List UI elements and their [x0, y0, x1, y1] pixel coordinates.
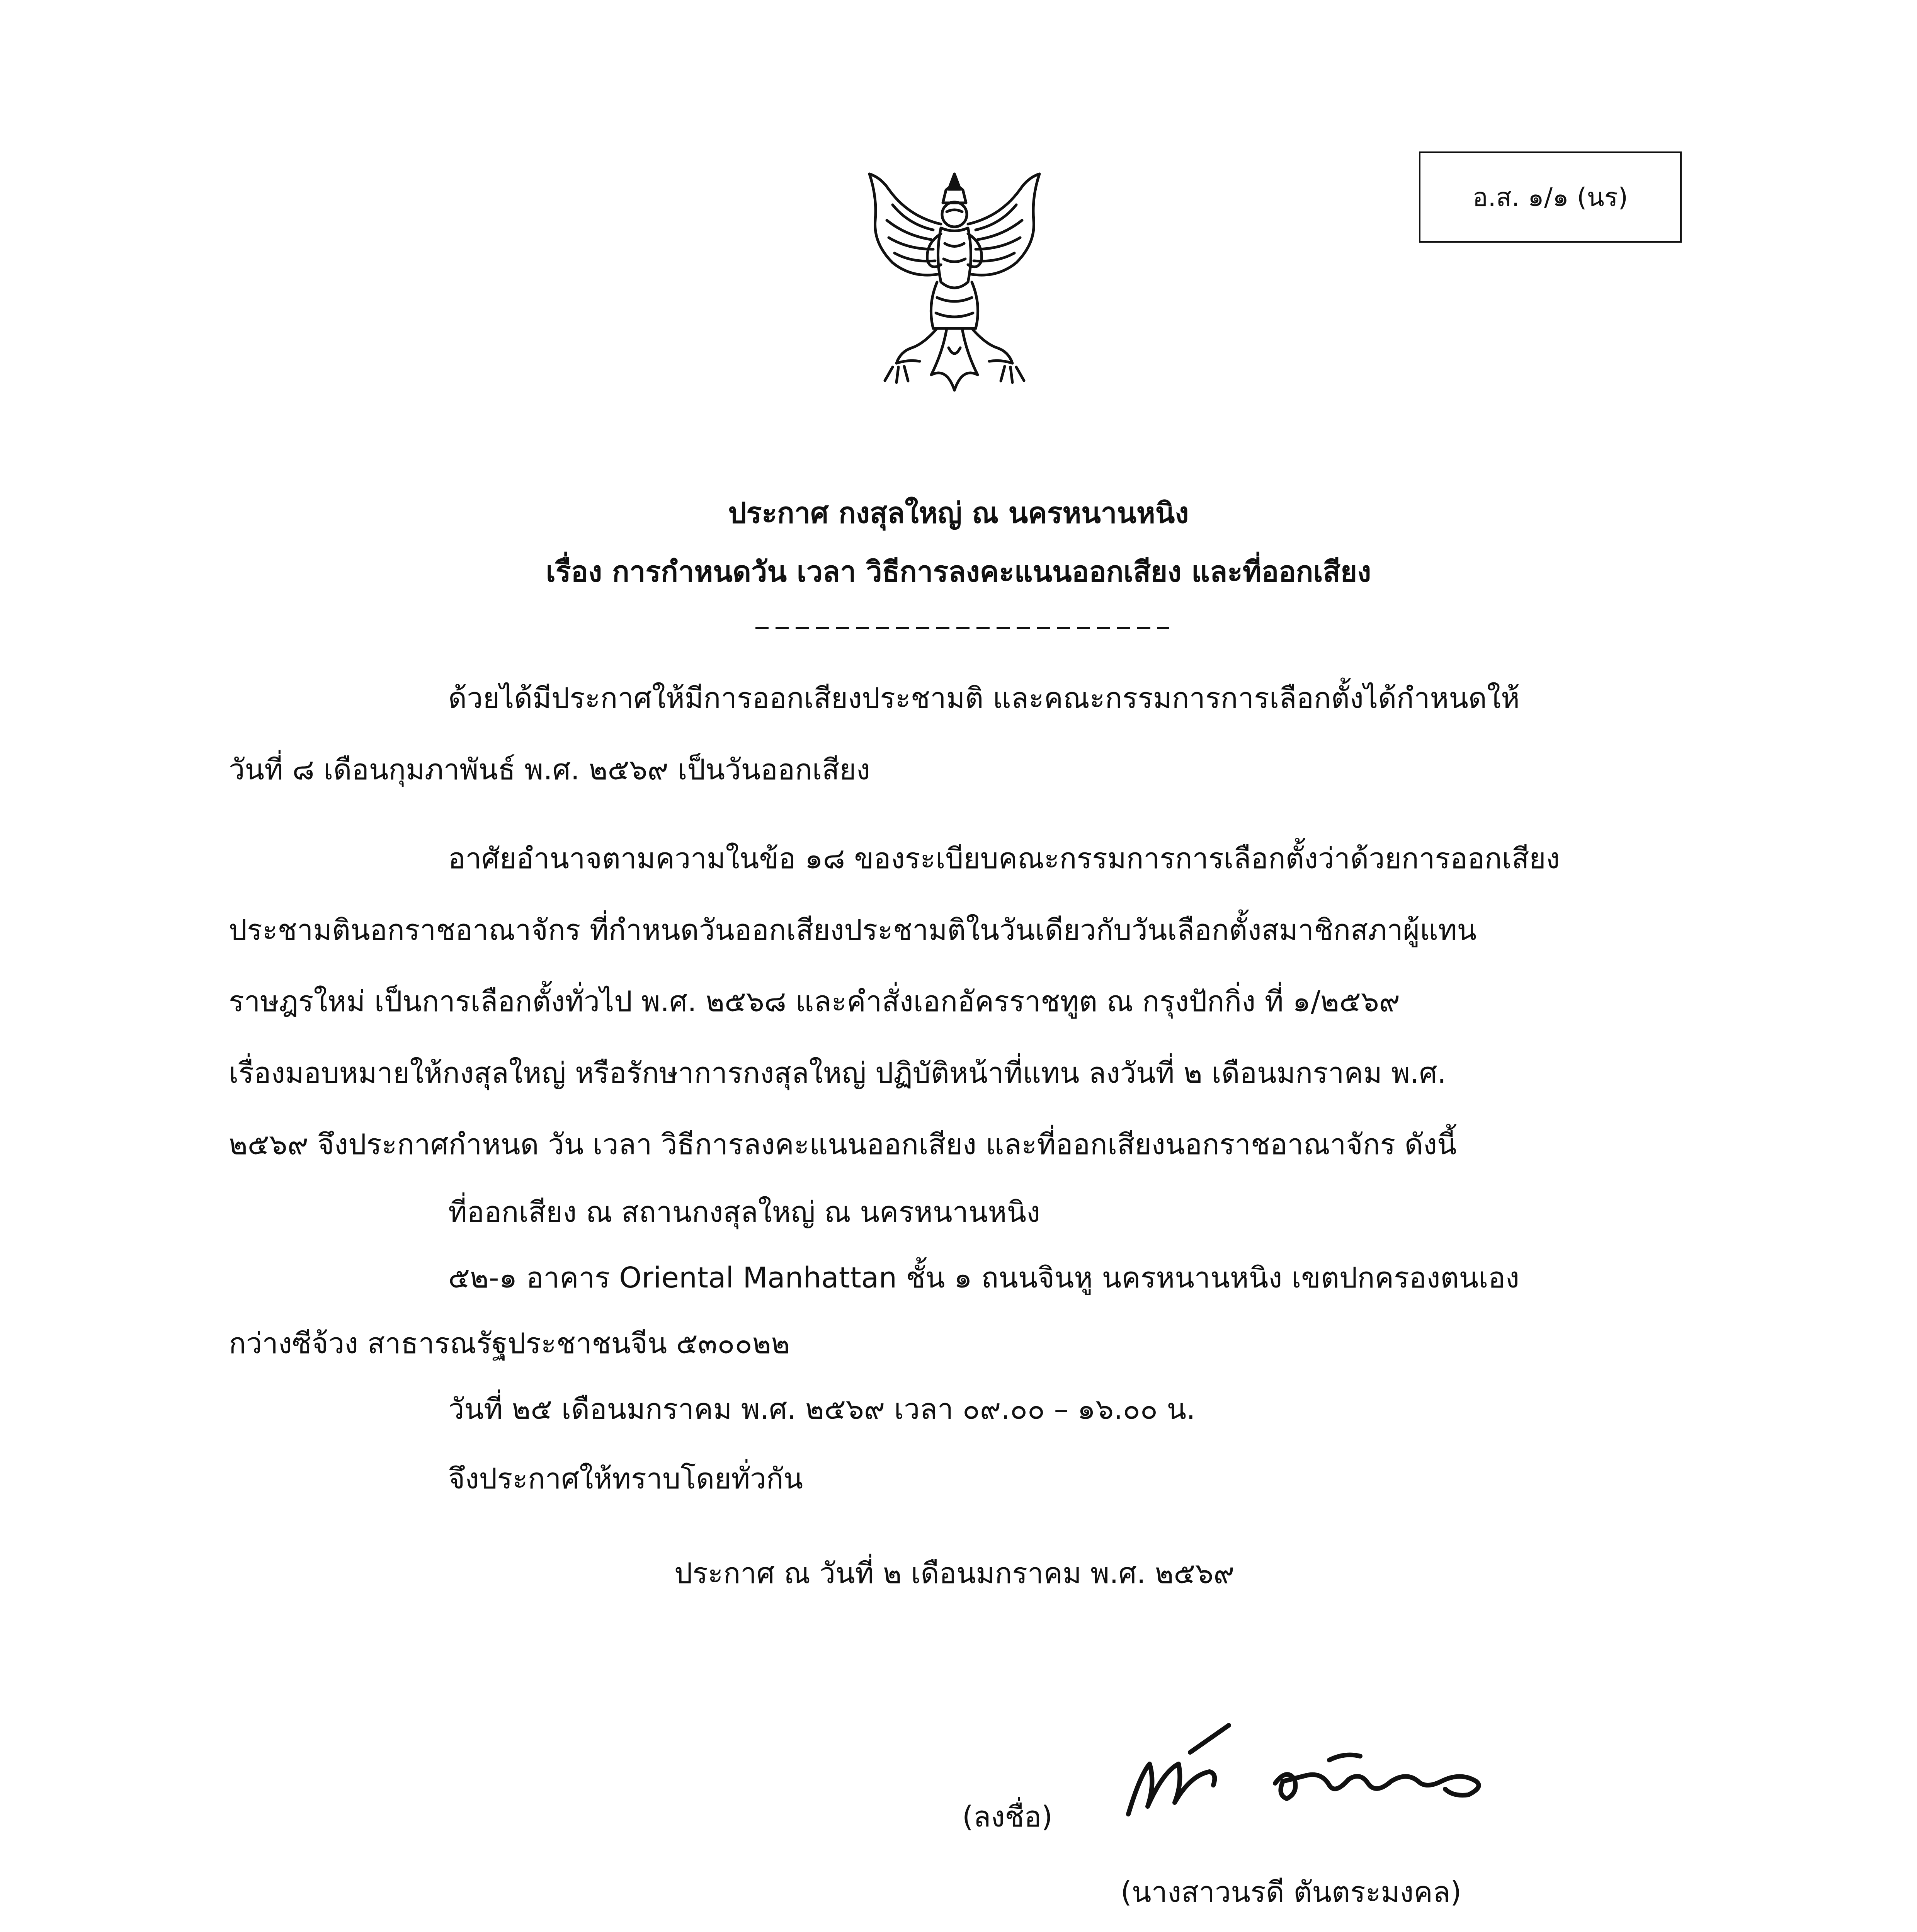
- announcement-date: ประกาศ ณ วันที่ ๒ เดือนมกราคม พ.ศ. ๒๕๖๙: [674, 1557, 1235, 1590]
- closing-statement: จึงประกาศให้ทราบโดยทั่วกัน: [448, 1462, 803, 1495]
- announcement-title: ประกาศ กงสุลใหญ่ ณ นครหนานหนิง: [728, 497, 1189, 530]
- paragraph-1-line-2: วันที่ ๘ เดือนกุมภาพันธ์ พ.ศ. ๒๕๖๙ เป็นวันออกเสียง: [229, 753, 870, 786]
- announcement-subject: เรื่อง การกำหนดวัน เวลา วิธีการลงคะแนนออกเสียง และที่ออกเสียง: [546, 555, 1371, 588]
- voting-datetime: วันที่ ๒๕ เดือนมกราคม พ.ศ. ๒๕๖๙ เวลา ๐๙.๐๐ – ๑๖.๐๐ น.: [448, 1393, 1196, 1426]
- garuda-emblem-icon: [854, 166, 1055, 398]
- dashed-separator: [755, 616, 1169, 639]
- paragraph-2-line-4: เรื่องมอบหมายให้กงสุลใหญ่ หรือรักษาการกงสุลใหญ่ ปฏิบัติหน้าที่แทน ลงวันที่ ๒ เดือนมกราคม พ.ศ.: [229, 1056, 1447, 1090]
- paragraph-2-line-3: ราษฎรใหม่ เป็นการเลือกตั้งทั่วไป พ.ศ. ๒๕๖๘ และคำสั่งเอกอัครราชทูต ณ กรุงปักกิ่ง ที่ ๑/๒๕๖๙: [229, 985, 1400, 1018]
- paragraph-1-line-1: ด้วยได้มีประกาศให้มีการออกเสียงประชามติ และคณะกรรมการการเลือกตั้งได้กำหนดให้: [448, 682, 1520, 715]
- signatory-name: (นางสาวนรดี ตันตระมงคล): [1121, 1876, 1462, 1909]
- form-code-box: [1419, 151, 1682, 243]
- paragraph-2-line-5: ๒๕๖๙ จึงประกาศกำหนด วัน เวลา วิธีการลงคะแนนออกเสียง และที่ออกเสียงนอกราชอาณาจักร ดังนี้: [229, 1128, 1457, 1161]
- form-code: อ.ส. ๑/๑ (นร): [1473, 182, 1628, 212]
- voting-venue: ที่ออกเสียง ณ สถานกงสุลใหญ่ ณ นครหนานหนิง: [448, 1196, 1041, 1229]
- signed-label: (ลงชื่อ): [962, 1800, 1053, 1833]
- paragraph-2-line-1: อาศัยอำนาจตามความในข้อ ๑๘ ของระเบียบคณะกรรมการการเลือกตั้งว่าด้วยการออกเสียง: [448, 842, 1560, 875]
- handwritten-signature: [1113, 1718, 1530, 1837]
- address-line-2: กว่างซีจ้วง สาธารณรัฐประชาชนจีน ๕๓๐๐๒๒: [229, 1327, 790, 1360]
- paragraph-2-line-2: ประชามตินอกราชอาณาจักร ที่กำหนดวันออกเสียงประชามติในวันเดียวกับวันเลือกตั้งสมาชิกสภาผู้แทน: [229, 913, 1477, 947]
- address-line-1: ๕๒-๑ อาคาร Oriental Manhattan ชั้น ๑ ถนนจินหู นครหนานหนิง เขตปกครองตนเอง: [448, 1261, 1520, 1294]
